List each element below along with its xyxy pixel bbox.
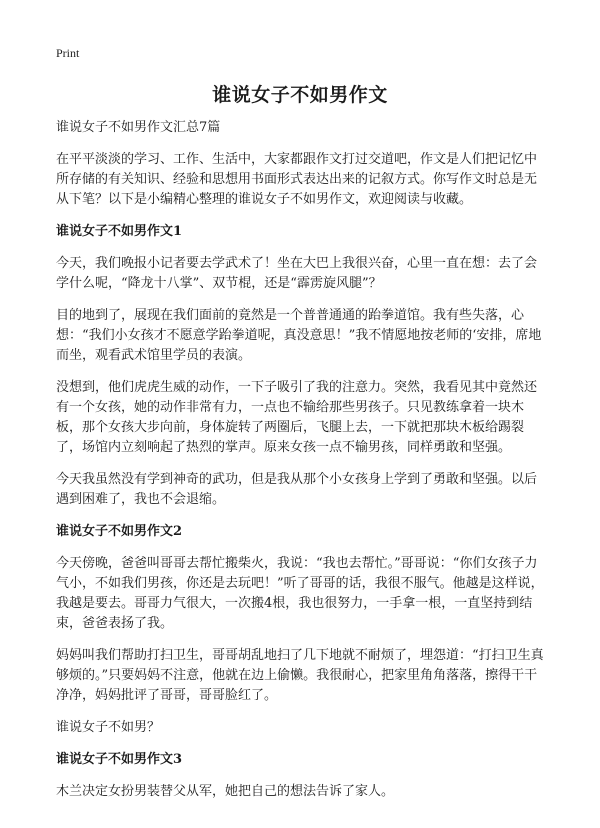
section-2-paragraph: 妈妈叫我们帮助打扫卫生，哥哥胡乱地扫了几下地就不耐烦了，埋怨道：“打扫卫生真够烦的。”只要妈妈不注意，他就在边上偷懒。我很耐心，把家里角角落落，擦得干干净净，妈妈批评了哥哥，哥哥脸红了。: [56, 648, 544, 703]
section-3-paragraph: 木兰决定女扮男装替父从军，她把自己的想法告诉了家人。: [56, 784, 395, 799]
article-body: [56, 118, 546, 814]
section-2-paragraph: 谁说女子不如男？: [56, 720, 161, 735]
page-title: 谁说女子不如男作文: [212, 84, 388, 106]
section-1-paragraph: 今天，我们晚报小记者要去学武术了！坐在大巴上我很兴奋，心里一直在想：去了会学什么呢，“降龙十八掌”、双节棍，还是“霹雳旋风腿”？: [56, 256, 538, 291]
section-heading-1: 谁说女子不如男作文1: [56, 224, 183, 239]
section-heading-2: 谁说女子不如男作文2: [56, 524, 183, 539]
section-1-paragraph: 没想到，他们虎虎生威的动作，一下子吸引了我的注意力。突然，我看见其中竟然还有一个女孩，她的动作非常有力，一点也不输给那些男孩子。只见教练拿着一块木板，那个女孩大步向前，身体旋转了两圈后，飞腿上去，一下就把那块木板给踢裂了，场馆内立刻响起了热烈的掌声。原来女孩一点不输男孩，同样勇敢和坚强。: [56, 380, 538, 455]
intro-paragraph: 在平平淡淡的学习、工作、生活中，大家都跟作文打过交道吧，作文是人们把记忆中所存储的有关知识、经验和思想用书面形式表达出来的记叙方式。你写作文时总是无从下笔？以下是小编精心整理的谁说女子不如男作文，欢迎阅读与收藏。: [56, 152, 538, 207]
print-link[interactable]: Print: [56, 46, 80, 60]
article-subtitle: 谁说女子不如男作文汇总7篇: [56, 120, 221, 135]
section-2-paragraph: 今天傍晚，爸爸叫哥哥去帮忙搬柴火，我说：“我也去帮忙。”哥哥说：“你们女孩子力气小，不如我们男孩，你还是去玩吧！”听了哥哥的话，我很不服气。他越是这样说，我越是要去。哥哥力气很大，一次搬4根，我也很努力，一手拿一根，一直坚持到结束，爸爸表扬了我。: [56, 556, 544, 631]
section-heading-3: 谁说女子不如男作文3: [56, 752, 183, 767]
section-1-paragraph: 目的地到了，展现在我们面前的竟然是一个普普通通的跆拳道馆。我有些失落，心想：“我们小女孩才不愿意学跆拳道呢，真没意思！”我不情愿地按老师的‘安排，席地而坐，观看武术馆里学员的表演。: [56, 308, 542, 363]
section-1-paragraph: 今天我虽然没有学到神奇的武功，但是我从那个小女孩身上学到了勇敢和坚强。以后遇到困难了，我也不会退缩。: [56, 472, 538, 507]
